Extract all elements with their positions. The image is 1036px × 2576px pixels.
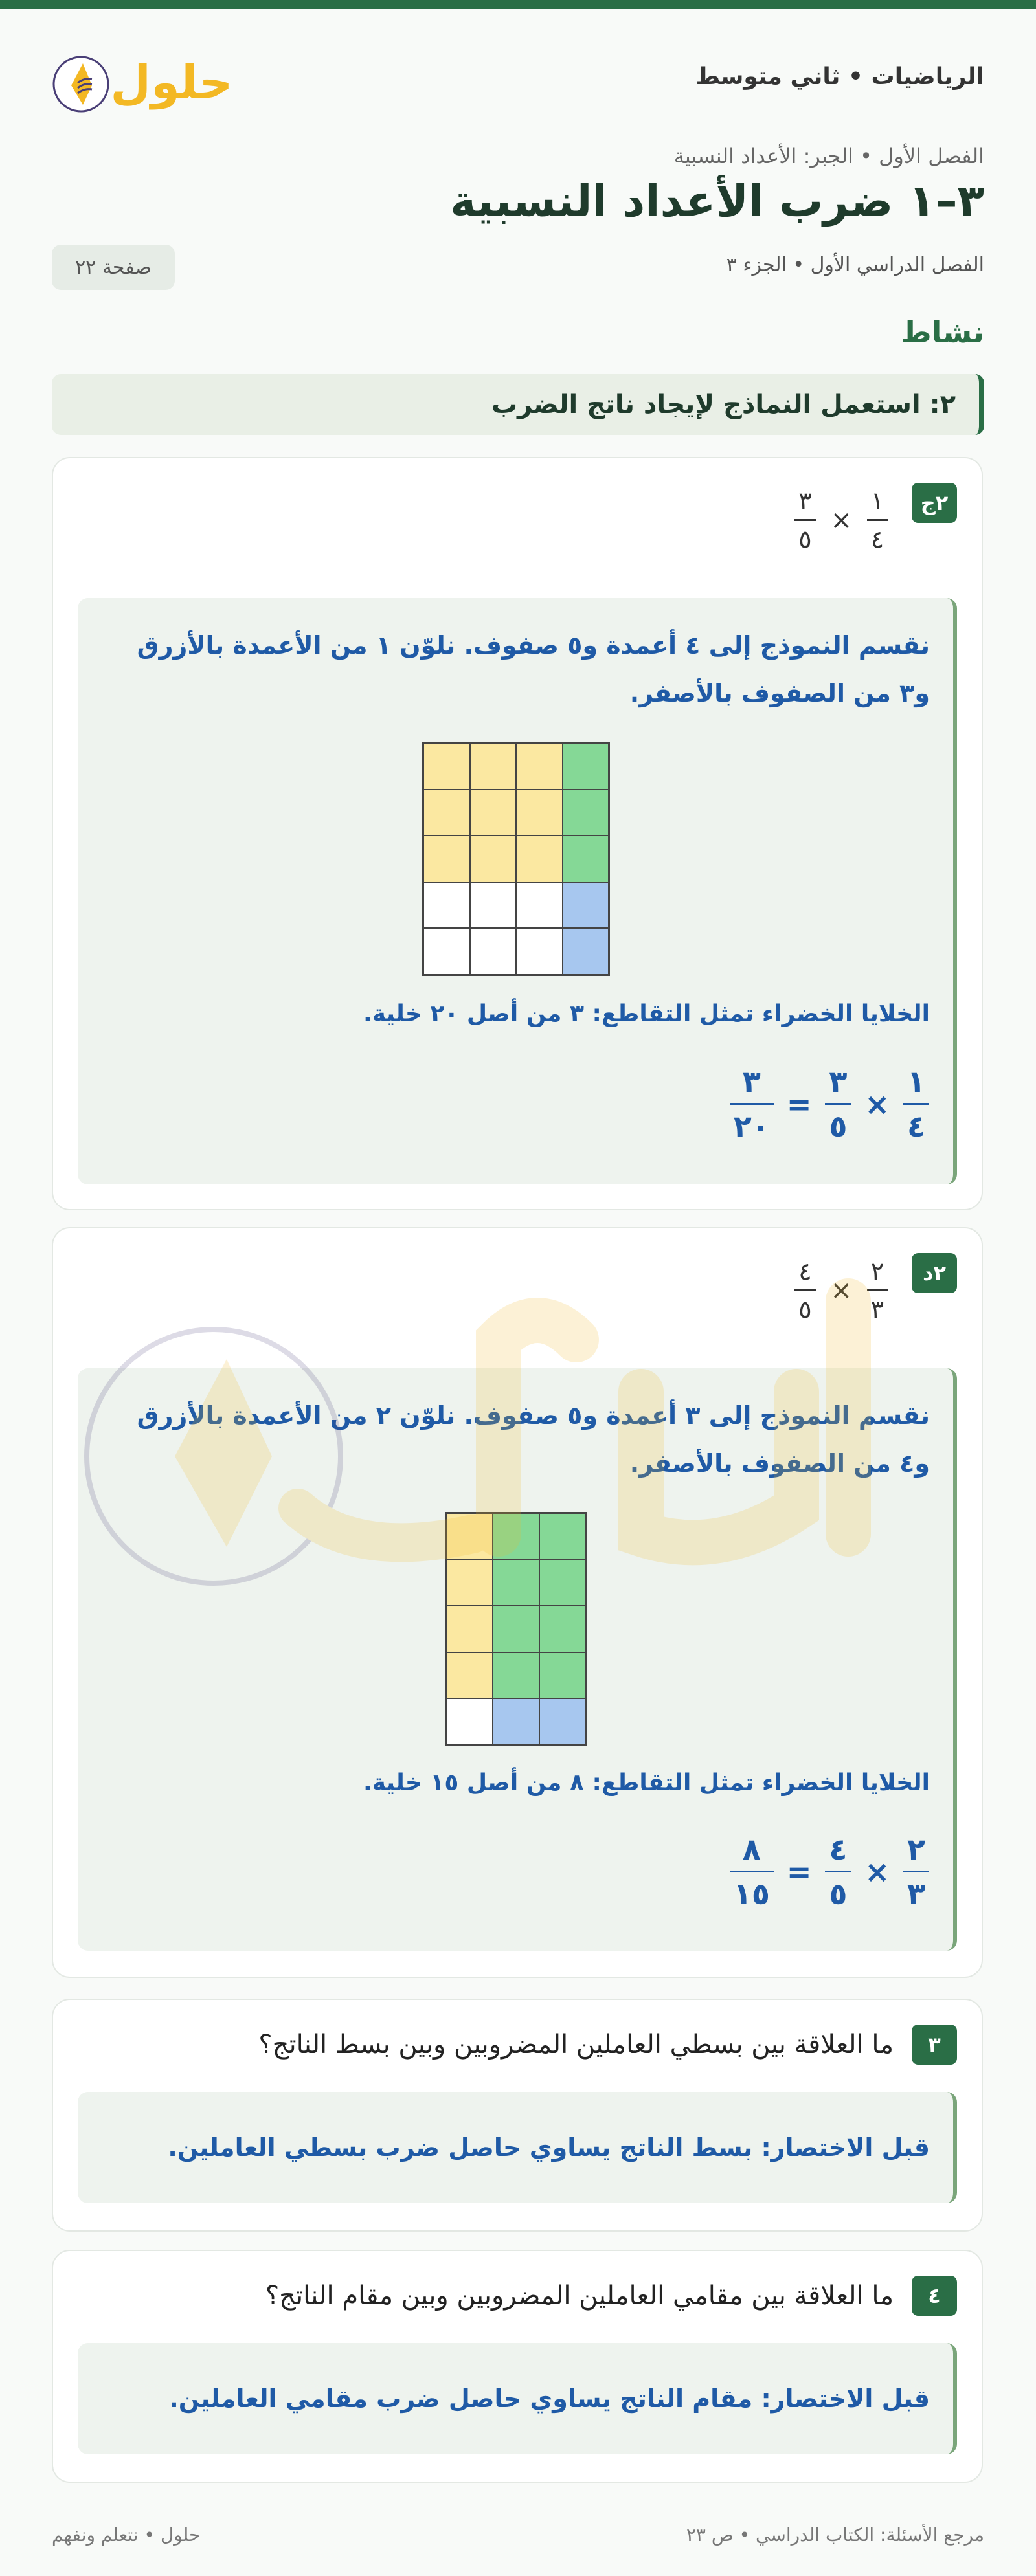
grid-cell <box>539 1652 585 1699</box>
denominator: ٥ <box>825 1871 851 1911</box>
answer-text: قبل الاختصار: بسط الناتج يساوي حاصل ضرب بسطي العاملين. <box>168 2133 930 2162</box>
grid-cell <box>447 1698 493 1745</box>
multiply-sign: × <box>864 1854 890 1889</box>
grid-cell <box>493 1560 539 1606</box>
grid-cell <box>470 743 517 790</box>
result-equation <box>730 1064 930 1144</box>
denominator: ٥ <box>794 519 815 553</box>
denominator: ١٥ <box>730 1871 774 1911</box>
grid-cell <box>423 836 470 882</box>
fraction <box>864 487 891 553</box>
answer-text: قبل الاختصار: مقام الناتج يساوي حاصل ضرب مقامي العاملين. <box>169 2384 930 2413</box>
numerator: ٢ <box>906 1832 926 1867</box>
grid-cell <box>447 1513 493 1560</box>
question-card-3 <box>52 1999 983 2232</box>
section-label: نشاط <box>900 315 984 350</box>
grid-cell <box>563 743 609 790</box>
answer-box <box>78 598 957 1184</box>
logo-emblem-icon <box>52 45 240 117</box>
fraction <box>903 1064 930 1144</box>
numerator: ٣ <box>798 487 812 515</box>
answer-box <box>78 1368 957 1951</box>
numerator: ١ <box>906 1064 926 1099</box>
grid-cell <box>563 882 609 929</box>
grid-cell <box>447 1606 493 1652</box>
denominator: ٣ <box>903 1871 929 1911</box>
grid-cell <box>423 790 470 836</box>
grid-cell <box>516 928 563 975</box>
multiply-sign: × <box>864 1086 890 1122</box>
fraction <box>903 1832 930 1911</box>
model-instruction: نقسم النموذج إلى ٣ أعمدة و٥ صفوف. نلوّن ٢ من الأعمدة بالأزرق و٤ من الصفوف بالأصفر. <box>137 1401 930 1478</box>
grid-cell <box>516 836 563 882</box>
denominator: ٥ <box>794 1289 815 1324</box>
intersection-note: الخلايا الخضراء تمثل التقاطع: ٣ من أصل ٢٠ خلية. <box>363 1001 930 1027</box>
numerator: ٨ <box>742 1832 761 1867</box>
grid-cell <box>563 836 609 882</box>
grid-cell <box>423 743 470 790</box>
equals-sign: = <box>786 1086 812 1122</box>
top-accent-bar <box>0 0 1036 9</box>
numerator: ٤ <box>829 1832 848 1867</box>
grid-cell <box>493 1698 539 1745</box>
question-badge: ٤ <box>912 2276 957 2316</box>
fraction <box>824 1064 851 1144</box>
numerator: ٤ <box>798 1257 812 1285</box>
grid-cell <box>539 1698 585 1745</box>
numerator: ١ <box>870 487 884 515</box>
grid-cell <box>470 790 517 836</box>
grid-cell <box>423 928 470 975</box>
page-header <box>52 39 984 117</box>
grid-cell <box>447 1652 493 1699</box>
denominator: ٤ <box>903 1103 929 1144</box>
fraction <box>791 487 818 553</box>
question-text: ما العلاقة بين مقامي العاملين المضروبين وبين مقام الناتج؟ <box>265 2281 894 2311</box>
numerator: ٣ <box>829 1064 848 1099</box>
intersection-note: الخلايا الخضراء تمثل التقاطع: ٨ من أصل ١٥ خلية. <box>363 1770 930 1796</box>
fraction <box>864 1257 891 1324</box>
denominator: ٢٠ <box>730 1103 774 1144</box>
activity-heading <box>52 374 984 435</box>
grid-cell <box>516 882 563 929</box>
grid-cell <box>563 928 609 975</box>
grid-cell <box>493 1606 539 1652</box>
logo-text: حلول <box>110 55 233 109</box>
question-badge: ٣ <box>912 2025 957 2065</box>
denominator: ٥ <box>825 1103 851 1144</box>
denominator: ٤ <box>867 519 888 553</box>
footer-brand: حلول • نتعلم ونفهم <box>52 2524 201 2546</box>
fraction <box>824 1832 851 1911</box>
grid-cell <box>563 790 609 836</box>
result-equation <box>730 1832 930 1911</box>
question-card-4 <box>52 2250 983 2483</box>
fraction <box>730 1832 774 1911</box>
grid-cell <box>539 1513 585 1560</box>
denominator: ٣ <box>867 1289 888 1324</box>
grid-cell <box>470 836 517 882</box>
area-model-grid <box>445 1512 587 1746</box>
footer-reference: مرجع الأسئلة: الكتاب الدراسي • ص ٢٣ <box>686 2524 984 2546</box>
grid-cell <box>470 928 517 975</box>
grid-cell <box>470 882 517 929</box>
fraction <box>791 1257 818 1324</box>
grid-cell <box>539 1560 585 1606</box>
brand-logo[interactable] <box>52 45 240 117</box>
grid-cell <box>493 1652 539 1699</box>
page-title: ٣–١ ضرب الأعداد النسبية <box>450 176 984 227</box>
question-text: ما العلاقة بين بسطي العاملين المضروبين وبين بسط الناتج؟ <box>258 2030 894 2060</box>
grid-cell <box>447 1560 493 1606</box>
grid-cell <box>423 882 470 929</box>
multiply-sign: × <box>830 505 852 535</box>
equals-sign: = <box>786 1854 812 1889</box>
grid-cell <box>516 790 563 836</box>
question-expression <box>791 487 891 553</box>
question-badge: ٢د <box>912 1253 957 1293</box>
page-number-badge: صفحة ٢٢ <box>52 245 175 290</box>
grid-cell <box>493 1513 539 1560</box>
numerator: ٣ <box>742 1064 761 1099</box>
answer-box <box>78 2092 957 2203</box>
numerator: ٢ <box>870 1257 884 1285</box>
question-badge: ٢ج <box>912 483 957 523</box>
multiply-sign: × <box>830 1275 852 1305</box>
question-expression <box>791 1257 891 1324</box>
answer-box <box>78 2343 957 2454</box>
question-card-2d <box>52 1227 983 1978</box>
fraction <box>730 1064 774 1144</box>
area-model-grid <box>422 742 610 976</box>
grid-cell <box>516 743 563 790</box>
semester-meta: الفصل الدراسي الأول • الجزء ٣ <box>726 254 984 276</box>
activity-title: ٢: استعمل النماذج لإيجاد ناتج الضرب <box>491 390 956 419</box>
grid-cell <box>539 1606 585 1652</box>
breadcrumb: الفصل الأول • الجبر: الأعداد النسبية <box>673 144 984 168</box>
model-instruction: نقسم النموذج إلى ٤ أعمدة و٥ صفوف. نلوّن ١ من الأعمدة بالأزرق و٣ من الصفوف بالأصفر. <box>137 631 930 707</box>
question-card-2c <box>52 457 983 1210</box>
subject-label: الرياضيات • ثاني متوسط <box>695 63 984 90</box>
